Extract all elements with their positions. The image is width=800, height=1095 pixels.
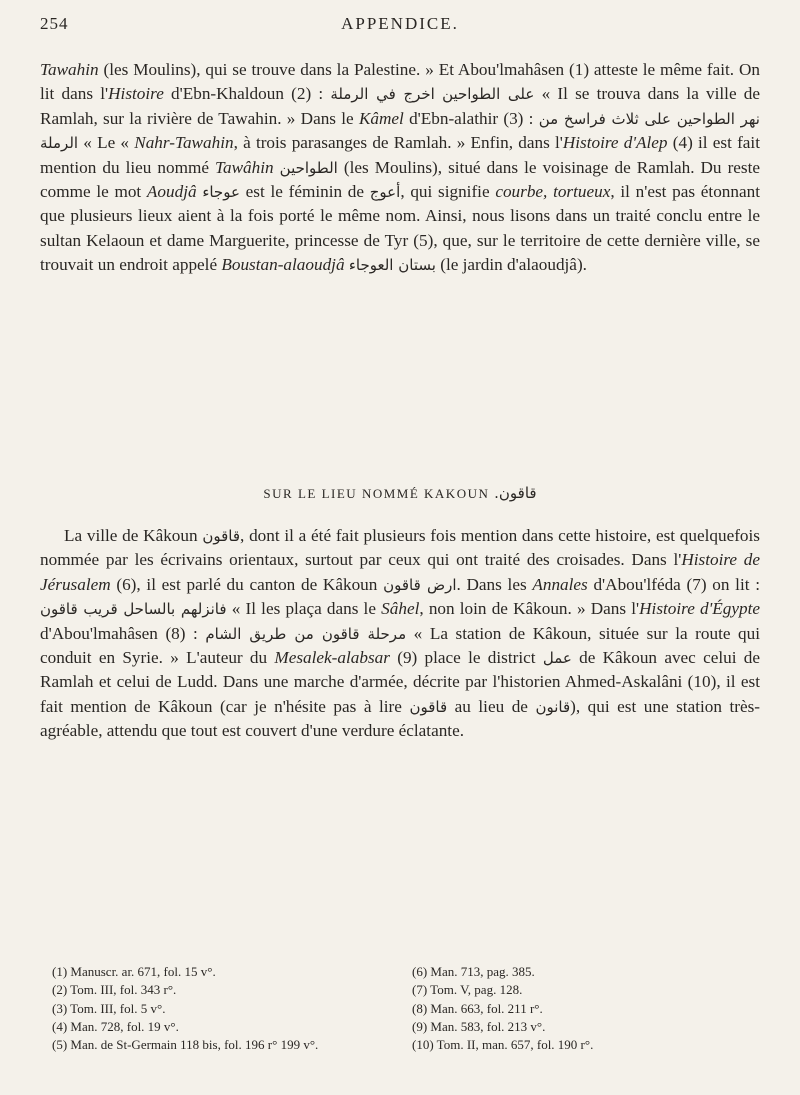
footnote: (5) Man. de St-Germain 118 bis, fol. 196 r° 199 v°. — [52, 1037, 319, 1053]
arabic-text: مرحلة قاقون من طريق الشام — [205, 624, 407, 643]
arabic-text: على الطواحين — [442, 85, 535, 104]
footnote: (8) Man. 663, fol. 211 r°. — [412, 1000, 543, 1016]
text-span: , non loin de Kâkoun. » Dans l' — [419, 599, 640, 619]
text-span: d'Ebn-Khaldoun (2) : — [163, 84, 331, 104]
text-span: est le féminin de — [239, 182, 370, 202]
text-span: « Le « — [78, 133, 135, 153]
arabic-text: عمل — [542, 649, 572, 668]
footnote: (1) Manuscr. ar. 671, fol. 15 v°. — [52, 964, 216, 979]
arabic-text: عوجاء — [202, 183, 240, 202]
text-italic: Nahr-Tawahin — [134, 133, 234, 153]
text-italic: Kâmel — [358, 108, 404, 128]
footnote: (9) Man. 583, fol. 213 v°. — [412, 1018, 546, 1034]
text-span: . Dans les — [456, 574, 533, 594]
text-span: (le jardin d'alaoudjâ). — [435, 255, 587, 275]
arabic-text: فانزلهم بالساحل قريب قاقون — [40, 600, 227, 619]
arabic-text: قاقون — [409, 697, 448, 716]
arabic-text: أعوج — [369, 183, 401, 202]
text-span: d'Abou'lféda (7) on lit : — [587, 574, 760, 594]
text-span: , dont il a été fait plusieurs fois mention dans cette histoire, est quelquefois nommée par les écrivains orientaux, surtout par ceux qui ont traité des croisades. Dans l' — [40, 526, 760, 570]
arabic-text: ارض قاقون — [383, 575, 457, 594]
text-span: de Kâkoun avec celui de Ramlah et celui de Ludd. Dans une marche d'armée, décrite par l'historien Ahmed-Askalâni (10), il est fait mention de Kâkoun (car je n'hésite pas à lire — [40, 648, 760, 716]
text-span: , il n'est pas étonnant que plusieurs lieux aient à la fois porté le même nom. Ainsi, nous lisons dans un traité conclu entre le sultan Kelaoun et dame Marguerite, princesse de Tyr (5), que, sur le territoire de cette dernière ville, se trouvait un endroit appelé — [40, 182, 760, 275]
text-span: « Il les plaça dans le — [226, 599, 382, 619]
footnote: (6) Man. 713, pag. 385. — [412, 964, 535, 979]
text-span: « La station de Kâkoun, située sur la route qui conduit en Syrie. » L'auteur du — [40, 623, 760, 668]
arabic-text: الطواحين — [279, 158, 338, 177]
text-italic: Histoire — [108, 84, 164, 104]
text-span: La ville de Kâkoun — [64, 526, 203, 545]
page-number: 254 — [40, 14, 69, 33]
text-italic: Tawâhin — [215, 157, 274, 177]
arabic-text: بستان العوجاء — [348, 256, 436, 275]
text-span: (4) il est fait mention du lieu nommé — [40, 133, 760, 177]
footnotes-left-column — [52, 963, 392, 1054]
footnote: (4) Man. 728, fol. 19 v°. — [52, 1018, 179, 1034]
text-span: (les Moulins), qui se trouve dans la Palestine. » Et Abou'lmahâsen (1) atteste le même fait. On lit dans l' — [40, 60, 760, 104]
section-heading-text: SUR LE LIEU NOMMÉ KAKOUN — [263, 486, 490, 501]
text-italic: Histoire d'Alep — [562, 133, 668, 153]
paragraph-kakoun — [40, 524, 760, 744]
text-span: d'Ebn-alathir (3) : — [403, 108, 539, 128]
text-span: au lieu de — [447, 696, 536, 716]
text-italic: Tawahin — [40, 60, 99, 79]
footnotes — [52, 963, 752, 1054]
page-header — [40, 14, 760, 42]
arabic-text: اخرج في الرملة — [330, 85, 435, 104]
text-italic: Boustan-alaoudjâ — [221, 255, 345, 275]
text-span: (9) place le district — [389, 648, 543, 668]
section-heading-arabic: قاقون. — [494, 484, 537, 502]
text-italic: Mesalek-alabsar — [274, 648, 390, 668]
footnotes-right-column — [412, 963, 752, 1054]
arabic-text: قانون — [535, 697, 571, 716]
text-italic: Histoire de Jérusalem — [40, 550, 761, 594]
text-italic: Sâhel — [381, 599, 420, 619]
text-span: , à trois parasanges de Ramlah. » Enfin, dans l' — [233, 133, 563, 153]
text-span: (6), il est parlé du canton de Kâkoun — [110, 574, 384, 594]
text-italic: Annales — [532, 574, 588, 594]
section-heading — [40, 484, 760, 502]
running-title: APPENDICE. — [341, 14, 459, 33]
text-span: (les Moulins), situé dans le voisinage de Ramlah. Du reste comme le mot — [40, 157, 761, 202]
footnote: (3) Tom. III, fol. 5 v°. — [52, 1000, 166, 1016]
text-italic: Histoire d'Égypte — [639, 599, 761, 619]
text-italic: courbe, tortueux — [495, 182, 611, 202]
arabic-text: قاقون — [202, 527, 241, 545]
text-italic: Aoudjâ — [146, 182, 197, 202]
arabic-text: نهر الطواحين على ثلاث فراسخ من الرملة — [40, 109, 760, 153]
text-span: , qui signifie — [400, 182, 496, 202]
text-span: ), qui est une station très-agréable, attendu que tout est couvert d'une verdure éclatante. — [40, 696, 761, 741]
footnote: (2) Tom. III, fol. 343 r°. — [52, 982, 177, 998]
paragraph-tawahin — [40, 58, 760, 278]
footnote: (7) Tom. V, pag. 128. — [412, 982, 523, 998]
text-span: d'Abou'lmahâsen (8) : — [40, 623, 206, 643]
text-span — [435, 84, 442, 103]
text-span: « Il se trouva dans la ville de Ramlah, sur la rivière de Tawahin. » Dans le — [40, 84, 761, 128]
footnote: (10) Tom. II, man. 657, fol. 190 r°. — [412, 1037, 594, 1053]
